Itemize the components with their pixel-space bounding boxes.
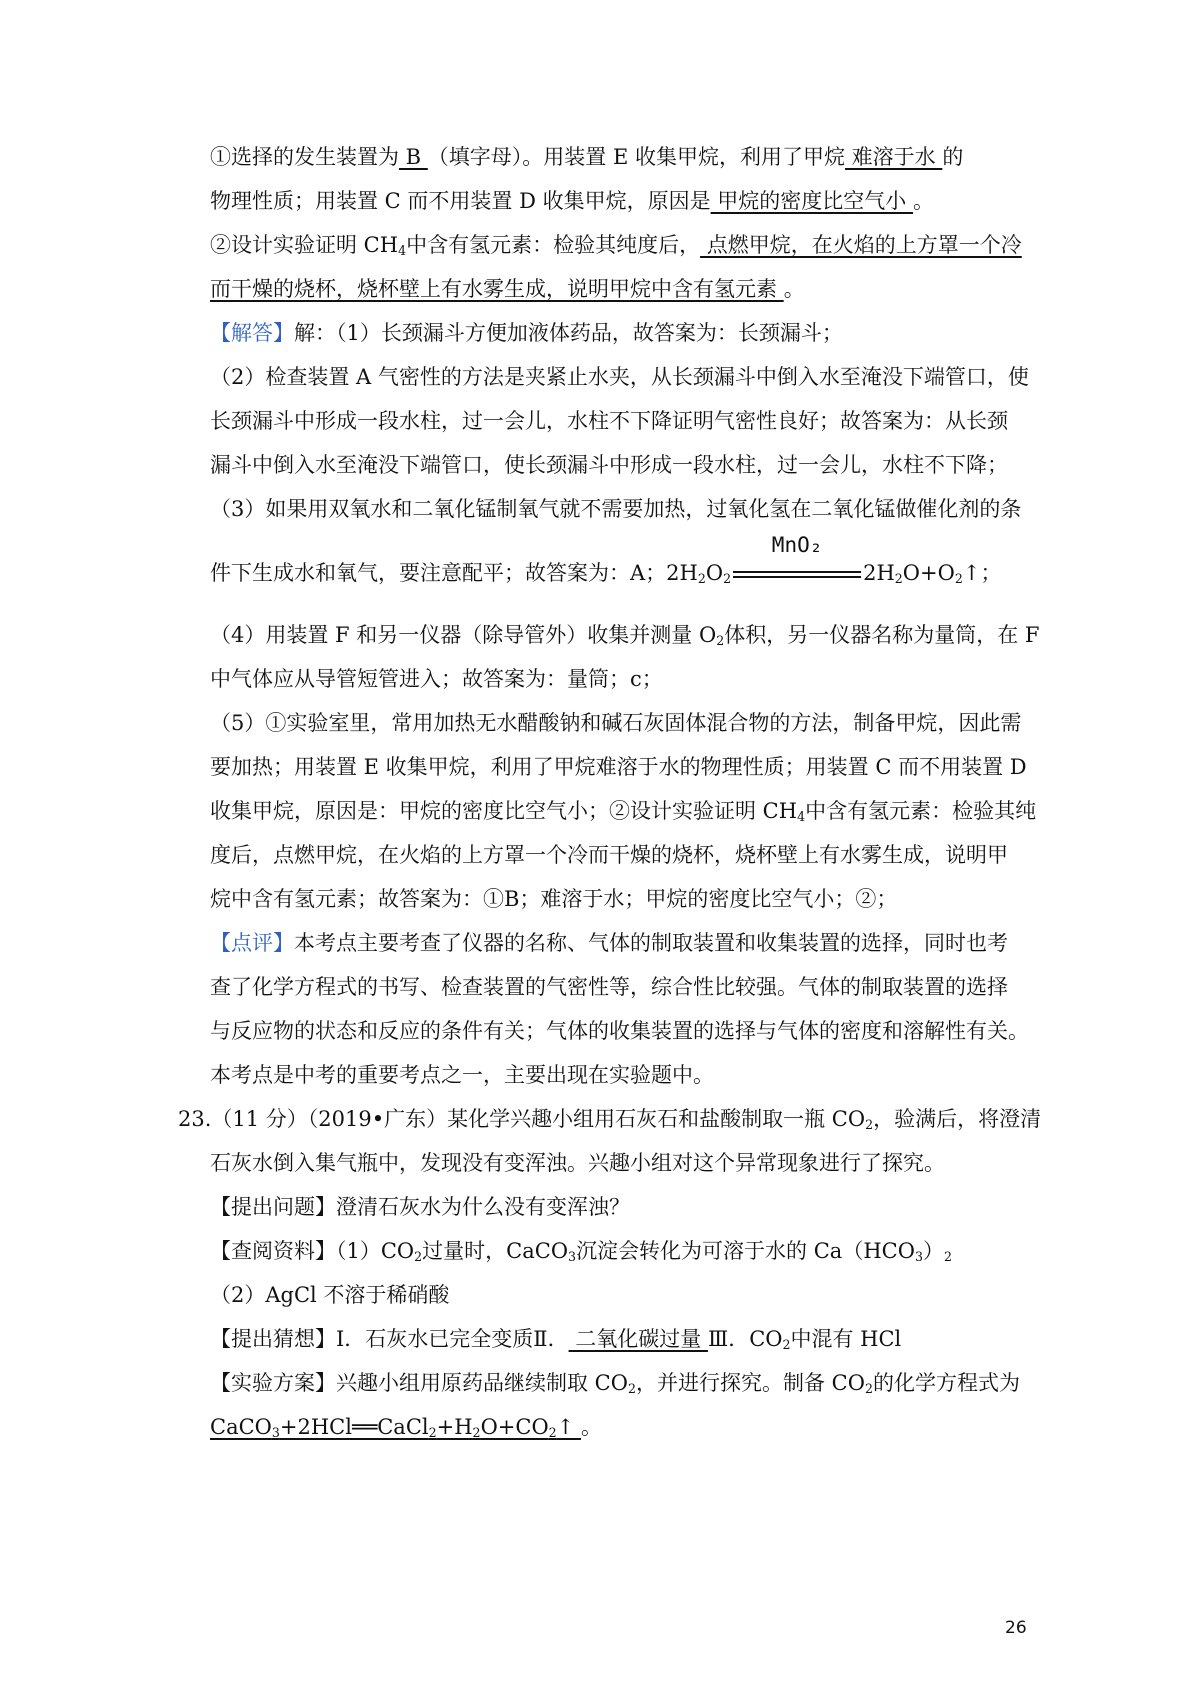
comment-heading: 【点评】本考点主要考查了仪器的名称、气体的制取装置和收集装置的选择，同时也考	[210, 931, 1008, 955]
line-3: ②设计实验证明 $CH_4$中含有氢元素：检验其纯度后， 点燃甲烷，在火焰的上方罩一个冷	[210, 233, 1022, 259]
line-8: 漏斗中倒入水至淹没下端管口，使长颈漏斗中形成一段水柱，过一会儿，水柱不下降；	[210, 453, 1008, 477]
line-4: 而干燥的烧杯，烧杯壁上有水雾生成，说明甲烷中含有氢元素 。	[210, 277, 805, 301]
equation-line: 件下生成水和氧气，要注意配平；故答案为：A；$2H_2O_2$ MnO₂ $2H_2O+O_2↑$；	[210, 558, 1030, 588]
line-23: 石灰水倒入集气瓶中，发现没有变浑浊。兴趣小组对这个异常现象进行了探究。	[210, 1151, 945, 1175]
answer-tag: 【解答】	[210, 321, 294, 345]
line-12: 中气体应从导管短管进入；故答案为：量筒；c；	[210, 667, 663, 691]
line-2: 物理性质；用装置 C 而不用装置 D 收集甲烷，原因是 甲烷的密度比空气小 。	[210, 189, 934, 213]
line-1: ①选择的发生装置为 B （填字母）。用装置 E 收集甲烷，利用了甲烷 难溶于水 的	[210, 145, 964, 169]
comment-tag: 【点评】	[210, 931, 294, 955]
line-21: 本考点是中考的重要考点之一，主要出现在实验题中。	[210, 1063, 714, 1087]
line-14: 要加热；用装置 E 收集甲烷，利用了甲烷难溶于水的物理性质；用装置 C 而不用装置 D	[210, 755, 1027, 779]
line-17: 烷中含有氢元素；故答案为：①B；难溶于水；甲烷的密度比空气小；②；	[210, 887, 898, 911]
line-24: 【提出问题】澄清石灰水为什么没有变浑浊？	[210, 1195, 630, 1219]
line-16: 度后，点燃甲烷，在火焰的上方罩一个冷而干燥的烧杯，烧杯壁上有水雾生成，说明甲	[210, 843, 1008, 867]
answer-blank: 而干燥的烧杯，烧杯壁上有水雾生成，说明甲烷中含有氢元素	[210, 277, 784, 301]
answer-blank: B	[399, 145, 428, 169]
line-19: 查了化学方程式的书写、检查装置的气密性等，综合性比较强。气体的制取装置的选择	[210, 975, 1008, 999]
line-11: （4）用装置 F 和另一仪器（除导管外）收集并测量 $O_2$体积，另一仪器名称为量筒，在 F	[210, 623, 1040, 649]
line-29: $CaCO_3+2HCl══CaCl_2+H_2O+CO_2↑$ 。	[210, 1415, 602, 1441]
solution-heading: 【解答】解：（1）长颈漏斗方便加液体药品，故答案为：长颈漏斗；	[210, 321, 843, 345]
answer-blank: 甲烷的密度比空气小	[710, 189, 913, 213]
page-number: 26	[1005, 1618, 1027, 1638]
answer-blank: 难溶于水	[844, 145, 943, 169]
line-28: 【实验方案】兴趣小组用原药品继续制取 $CO_2$，并进行探究。制备 $CO_2$的化学方程式为	[210, 1371, 1020, 1397]
line-9: （3）如果用双氧水和二氧化锰制氧气就不需要加热，过氧化氢在二氧化锰做催化剂的条	[210, 497, 1022, 521]
line-25: 【查阅资料】$(1)CO_2$过量时，CaCO$_3$沉淀会转化为可溶于水的 $Ca(HCO_3)_2$	[210, 1239, 952, 1265]
line-27: 【提出猜想】Ⅰ．石灰水已完全变质Ⅱ． 二氧化碳过量 Ⅲ．$CO_2$中混有 HCl	[210, 1327, 902, 1353]
line-15: 收集甲烷，原因是：甲烷的密度比空气小；②设计实验证明 $CH_4$中含有氢元素：检验其纯	[210, 799, 1037, 825]
line-6: （2）检查装置 A 气密性的方法是夹紧止水夹，从长颈漏斗中倒入水至淹没下端管口，使	[210, 365, 1029, 389]
line-13: （5）①实验室里，常用加热无水醋酸钠和碱石灰固体混合物的方法，制备甲烷，因此需	[210, 711, 1022, 735]
line-20: 与反应物的状态和反应的条件有关；气体的收集装置的选择与气体的密度和溶解性有关。	[210, 1019, 1029, 1043]
answer-blank: 二氧化碳过量	[568, 1327, 708, 1351]
catalyst-arrow	[731, 533, 863, 588]
line-7: 长颈漏斗中形成一段水柱，过一会儿，水柱不下降证明气密性良好；故答案为：从长颈	[210, 409, 1008, 433]
line-26: （2）AgCl 不溶于稀硝酸	[210, 1283, 450, 1307]
catalyst-label: MnO₂	[771, 533, 823, 557]
answer-blank: $CaCO_3+2HCl══CaCl_2+H_2O+CO_2↑$	[210, 1415, 581, 1441]
question-23: 23.（11 分）（2019•广东）某化学兴趣小组用石灰石和盐酸制取一瓶 $CO_2$，验满后，将澄清	[178, 1107, 1042, 1133]
answer-blank: 点燃甲烷，在火焰的上方罩一个冷	[700, 233, 1022, 257]
